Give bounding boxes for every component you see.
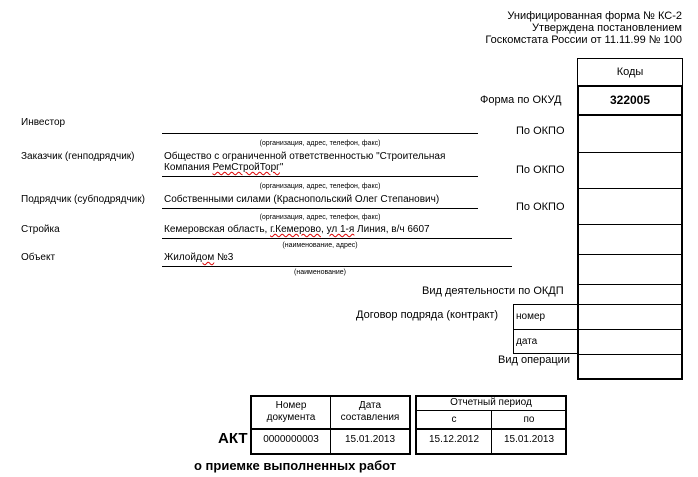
site-city: г.Кемерово <box>270 224 322 235</box>
contractor-hint: (организация, адрес, телефон, факс) <box>259 214 381 221</box>
okpo-label-3: По ОКПО <box>516 201 565 213</box>
doc-number-value: 0000000003 <box>263 434 319 445</box>
site-value-pre: Кемеровская область, <box>164 224 271 235</box>
doc-number-header: Номер документа <box>266 400 316 423</box>
investor-label: Инвестор <box>21 117 66 128</box>
doc-date-value: 15.01.2013 <box>344 434 396 445</box>
customer-line <box>162 176 478 177</box>
okud-value: 322005 <box>609 93 651 107</box>
customer-brand: РемСтройТорг <box>212 162 280 173</box>
period-to-value: 15.01.2013 <box>503 434 555 445</box>
customer-value-line2-post: " <box>279 162 284 173</box>
contractor-line <box>162 208 478 209</box>
customer-value-line2 <box>164 162 445 173</box>
okud-cell <box>577 85 683 116</box>
site-hint: (наименование, адрес) <box>282 242 358 249</box>
okud-label: Форма по ОКУД <box>480 94 562 106</box>
period-from-header: с <box>451 414 457 425</box>
customer-value-line1: Общество с ограниченной ответственностью "Строительная <box>164 151 446 162</box>
period-header: Отчетный период <box>450 397 532 408</box>
form-header-line3: Госкомстата России от 11.11.99 № 100 <box>485 34 682 46</box>
site-street: ул 1-я <box>326 224 355 235</box>
customer-label: Заказчик (генподрядчик) <box>21 151 135 162</box>
operation-code-cell <box>577 354 683 380</box>
object-value-pre: Жилой <box>164 252 196 263</box>
okpo-cell-3 <box>577 188 683 224</box>
okpo-cell-1 <box>577 116 683 152</box>
contract-date-code-cell <box>577 329 683 354</box>
codes-title: Коды <box>616 66 644 78</box>
object-line <box>162 266 512 267</box>
contract-number-code-cell <box>577 304 683 329</box>
object-word: дом <box>195 252 215 263</box>
customer-value-line2-pre: Компания <box>164 162 213 173</box>
site-value-mid: , <box>321 224 327 235</box>
investor-line <box>162 133 478 134</box>
site-value-post: Линия, в/ч 6607 <box>354 224 430 235</box>
okpo-cell-2 <box>577 152 683 188</box>
okpo-label-2: По ОКПО <box>516 164 565 176</box>
act-subtitle: о приемке выполненных работ <box>194 458 397 473</box>
object-hint: (наименование) <box>294 269 346 276</box>
period-from-value: 15.12.2012 <box>428 434 480 445</box>
site-label: Стройка <box>21 224 60 235</box>
doc-table-row-divider <box>250 428 411 430</box>
site-code-cell <box>577 224 683 254</box>
object-code-cell <box>577 254 683 284</box>
doc-date-header: Дата составления <box>340 400 400 423</box>
contractor-value: Собственными силами (Краснопольский Олег Степанович) <box>164 194 440 205</box>
operation-label: Вид операции <box>498 354 570 366</box>
okdp-label: Вид деятельности по ОКДП <box>422 285 564 297</box>
form-header-line2: Утверждена постановлением <box>532 22 682 34</box>
okpo-label-1: По ОКПО <box>516 125 565 137</box>
object-label: Объект <box>21 252 56 263</box>
customer-value <box>164 151 445 173</box>
form-header-line1: Унифицированная форма № КС-2 <box>507 10 682 22</box>
contract-number-label: номер <box>516 311 546 322</box>
contract-label: Договор подряда (контракт) <box>356 309 499 321</box>
form-header <box>480 10 682 46</box>
customer-hint: (организация, адрес, телефон, факс) <box>259 183 381 190</box>
site-value <box>164 224 430 235</box>
period-to-header: по <box>523 414 535 425</box>
act-title: АКТ <box>218 430 248 447</box>
contractor-label: Подрядчик (субподрядчик) <box>21 194 145 205</box>
object-value <box>164 252 233 263</box>
contract-date-label: дата <box>516 336 538 347</box>
investor-hint: (организация, адрес, телефон, факс) <box>259 140 381 147</box>
object-value-post: №3 <box>214 252 234 263</box>
okdp-code-cell <box>577 284 683 304</box>
codes-header-cell <box>577 58 683 86</box>
site-line <box>162 238 512 239</box>
